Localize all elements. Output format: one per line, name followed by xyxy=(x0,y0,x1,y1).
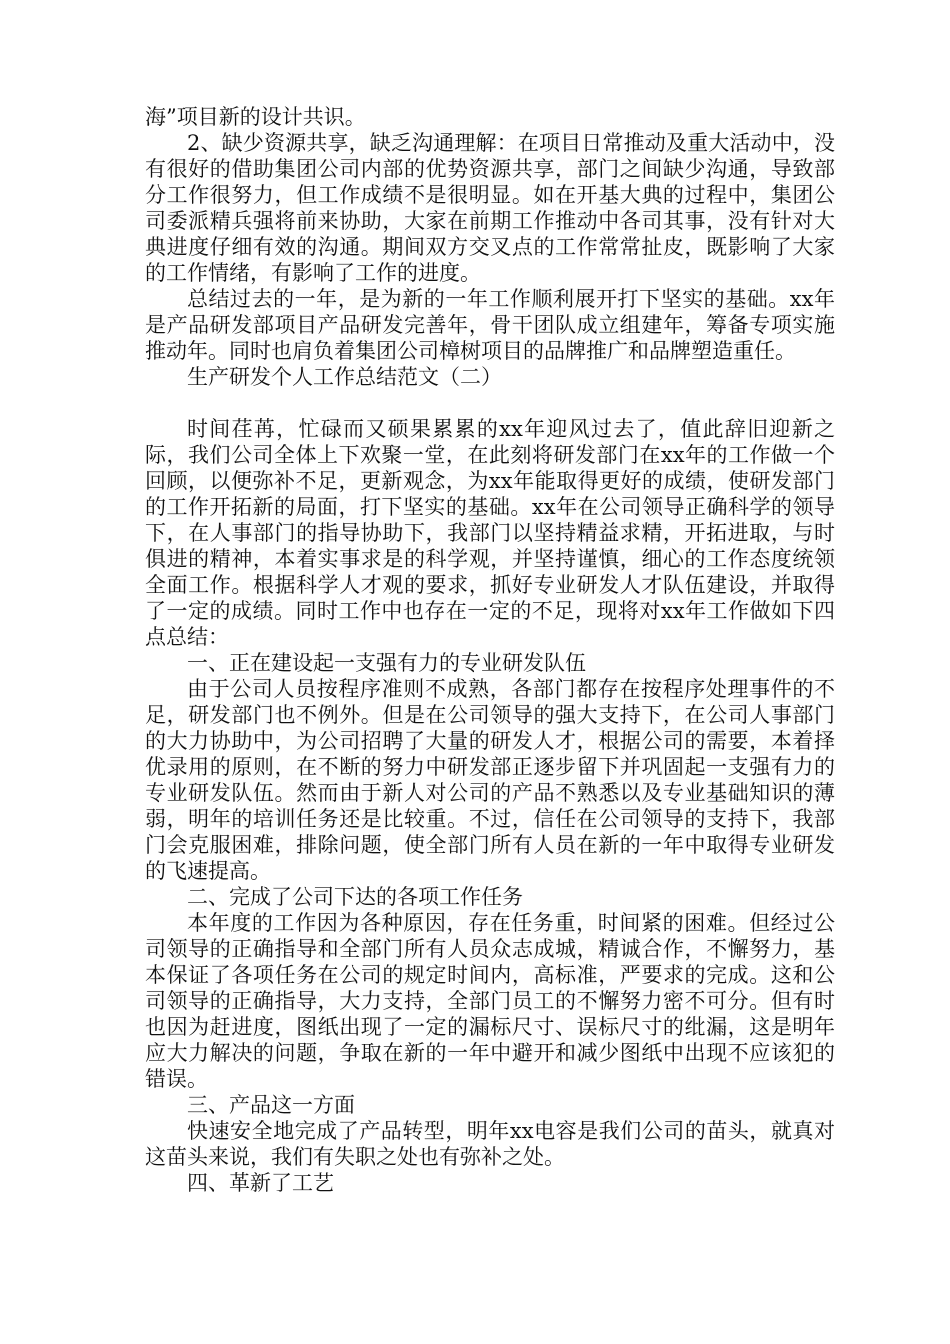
heading-3: 三、产品这一方面 xyxy=(187,1093,355,1117)
paragraph-7: 由于公司人员按程序准则不成熟，各部门都存在按程序处理事件的不足，研发部门也不例外。但是在公司领导的强大支持下，在公司人事部门的大力协助中，为公司招聘了大量的研发人才，根据公司的需要，本着择优录用的原则，在不断的努力中研发部正逐步留下并巩固起一支强有力的专业研发队伍。然而由于新人对公司的产品不熟悉以及专业基础知识的薄弱，明年的培训任务还是比较重。不过，信任在公司领导的支持下，我部门会克服困难，排除问题，使全部门所有人员在新的一年中取得专业研发的飞速提高。 xyxy=(145,677,835,883)
paragraph-0: 海”项目新的设计共识。 xyxy=(145,105,366,129)
heading-2: 二、完成了公司下达的各项工作任务 xyxy=(187,885,523,909)
blank-line xyxy=(145,390,835,416)
paragraph-11: 快速安全地完成了产品转型，明年xx电容是我们公司的苗头，就真对这苗头来说，我们有失职之处也有弥补之处。 xyxy=(145,1119,835,1169)
section-title: 生产研发个人工作总结范文（二） xyxy=(187,365,502,389)
heading-1: 一、正在建设起一支强有力的专业研发队伍 xyxy=(187,651,586,675)
paragraph-5: 时间荏苒，忙碌而又硕果累累的xx年迎风过去了，值此辞旧迎新之际，我们公司全体上下欢聚一堂，在此刻将研发部门在xx年的工作做一个回顾，以便弥补不足，更新观念，为xx年能取得更好的成绩，使研发部门的工作开拓新的局面，打下坚实的基础。xx年在公司领导正确科学的领导下，在人事部门的指导协助下，我部门以坚持精益求精，开拓进取，与时俱进的精神，本着实事求是的科学观，并坚持谨慎，细心的工作态度统领全面工作。根据科学人才观的要求，抓好专业研发人才队伍建设，并取得了一定的成绩。同时工作中也存在一定的不足，现将对xx年工作做如下四点总结： xyxy=(145,417,835,649)
document-page xyxy=(145,104,835,1196)
paragraph-1: 2、缺少资源共享，缺乏沟通理解：在项目日常推动及重大活动中，没有很好的借助集团公司内部的优势资源共享，部门之间缺少沟通，导致部分工作很努力，但工作成绩不是很明显。如在开基大典的过程中，集团公司委派精兵强将前来协助，大家在前期工作推动中各司其事，没有针对大典进度仔细有效的沟通。期间双方交叉点的工作常常扯皮，既影响了大家的工作情绪，有影响了工作的进度。 xyxy=(145,131,835,285)
paragraph-2: 总结过去的一年，是为新的一年工作顺利展开打下坚实的基础。xx年是产品研发部项目产品研发完善年，骨干团队成立组建年，筹备专项实施推动年。同时也肩负着集团公司樟树项目的品牌推广和品牌塑造重任。 xyxy=(145,287,835,363)
paragraph-9: 本年度的工作因为各种原因，存在任务重，时间紧的困难。但经过公司领导的正确指导和全部门所有人员众志成城，精诚合作，不懈努力，基本保证了各项任务在公司的规定时间内，高标准，严要求的完成。这和公司领导的正确指导，大力支持，全部门员工的不懈努力密不可分。但有时也因为赶进度，图纸出现了一定的漏标尺寸、误标尺寸的纰漏，这是明年应大力解决的问题，争取在新的一年中避开和减少图纸中出现不应该犯的错误。 xyxy=(145,911,835,1091)
heading-4: 四、革新了工艺 xyxy=(187,1171,334,1195)
